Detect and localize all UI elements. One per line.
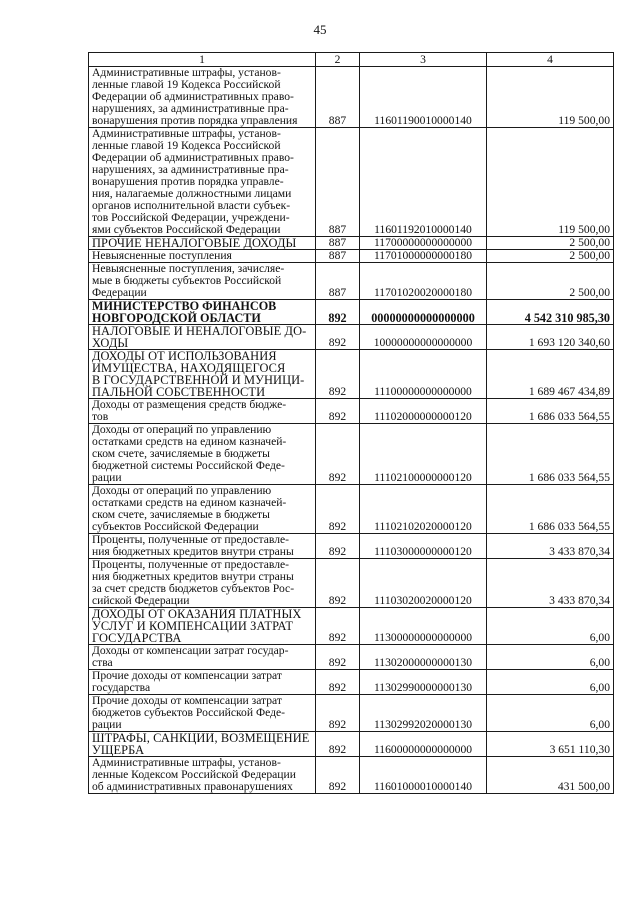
row-amount: 6,00 — [487, 670, 614, 695]
row-amount: 431 500,00 — [487, 757, 614, 794]
row-amount: 1 686 033 564,55 — [487, 424, 614, 485]
row-amount: 3 433 870,34 — [487, 534, 614, 559]
table-row — [89, 325, 614, 350]
table-row — [89, 300, 614, 325]
row-amount: 6,00 — [487, 695, 614, 732]
row-budget-code: 11601190010000140 — [360, 67, 487, 128]
row-name: ДОХОДЫ ОТ ИСПОЛЬЗОВАНИЯ ИМУЩЕСТВА, НАХОДЯЩЕГОСЯ В ГОСУДАРСТВЕННОЙ И МУНИЦИ- ПАЛЬНОЙ СОБСТВЕННОСТИ — [89, 350, 316, 399]
header-row — [89, 53, 614, 67]
row-amount: 2 500,00 — [487, 250, 614, 263]
row-admin-code: 887 — [316, 237, 360, 250]
row-admin-code: 892 — [316, 485, 360, 534]
table-row — [89, 757, 614, 794]
budget-revenue-table — [88, 52, 614, 794]
row-admin-code: 892 — [316, 399, 360, 424]
row-name: Проценты, полученные от предоставле- ния бюджетных кредитов внутри страны за счет средств бюджетов субъектов Рос- сийской Федерации — [89, 559, 316, 608]
table-row — [89, 534, 614, 559]
table-body — [89, 53, 614, 794]
row-admin-code: 887 — [316, 263, 360, 300]
page-number: 45 — [313, 22, 327, 37]
row-amount: 2 500,00 — [487, 263, 614, 300]
row-amount: 6,00 — [487, 645, 614, 670]
row-name: НАЛОГОВЫЕ И НЕНАЛОГОВЫЕ ДО- ХОДЫ — [89, 325, 316, 350]
row-budget-code: 11601192010000140 — [360, 128, 487, 237]
table-row — [89, 485, 614, 534]
row-budget-code: 11100000000000000 — [360, 350, 487, 399]
header-col-4: 4 — [487, 53, 614, 67]
row-budget-code: 11701000000000180 — [360, 250, 487, 263]
row-budget-code: 11103020020000120 — [360, 559, 487, 608]
row-budget-code: 11300000000000000 — [360, 608, 487, 645]
row-budget-code: 11102000000000120 — [360, 399, 487, 424]
row-admin-code: 892 — [316, 695, 360, 732]
row-budget-code: 11701020020000180 — [360, 263, 487, 300]
table-row — [89, 128, 614, 237]
row-admin-code: 892 — [316, 300, 360, 325]
table-row — [89, 645, 614, 670]
row-amount: 3 651 110,30 — [487, 732, 614, 757]
row-name: Невыясненные поступления, зачисляе- мые в бюджеты субъектов Российской Федерации — [89, 263, 316, 300]
table-row — [89, 695, 614, 732]
row-admin-code: 892 — [316, 670, 360, 695]
row-name: Доходы от операций по управлению остатками средств на едином казначей- ском счете, зачисляемые в бюджеты субъектов Российской Федерации — [89, 485, 316, 534]
row-budget-code: 11600000000000000 — [360, 732, 487, 757]
row-name: Прочие доходы от компенсации затрат бюджетов субъектов Российской Феде- рации — [89, 695, 316, 732]
row-amount: 3 433 870,34 — [487, 559, 614, 608]
row-name: Доходы от операций по управлению остатками средств на едином казначей- ском счете, зачисляемые в бюджеты бюджетной системы Российской Феде- рации — [89, 424, 316, 485]
row-amount: 119 500,00 — [487, 67, 614, 128]
table-row — [89, 399, 614, 424]
row-budget-code: 10000000000000000 — [360, 325, 487, 350]
row-budget-code: 11103000000000120 — [360, 534, 487, 559]
row-budget-code: 11102100000000120 — [360, 424, 487, 485]
row-name: МИНИСТЕРСТВО ФИНАНСОВ НОВГОРОДСКОЙ ОБЛАСТИ — [89, 300, 316, 325]
header-col-1: 1 — [89, 53, 316, 67]
table-row — [89, 670, 614, 695]
table-row — [89, 608, 614, 645]
row-amount: 1 689 467 434,89 — [487, 350, 614, 399]
table-row — [89, 559, 614, 608]
row-admin-code: 887 — [316, 67, 360, 128]
header-col-3: 3 — [360, 53, 487, 67]
table-row — [89, 250, 614, 263]
table-row — [89, 263, 614, 300]
header-col-2: 2 — [316, 53, 360, 67]
row-name: ПРОЧИЕ НЕНАЛОГОВЫЕ ДОХОДЫ — [89, 237, 316, 250]
row-name: Доходы от компенсации затрат государ- ства — [89, 645, 316, 670]
row-budget-code: 11302992020000130 — [360, 695, 487, 732]
row-amount: 119 500,00 — [487, 128, 614, 237]
row-amount: 2 500,00 — [487, 237, 614, 250]
row-amount: 1 693 120 340,60 — [487, 325, 614, 350]
table-row — [89, 67, 614, 128]
row-admin-code: 892 — [316, 645, 360, 670]
table-row — [89, 350, 614, 399]
row-admin-code: 892 — [316, 350, 360, 399]
row-name: Административные штрафы, установ- ленные главой 19 Кодекса Российской Федерации об административных право- нарушениях, за административные пра- вонарушения против порядка управле- ния, налагаемые должностными лицами органов исполнительной власти субъек- тов Российской Федерации, учреждени- ями субъектов Российской Федерации — [89, 128, 316, 237]
row-admin-code: 892 — [316, 608, 360, 645]
row-amount: 1 686 033 564,55 — [487, 485, 614, 534]
row-name: Невыясненные поступления — [89, 250, 316, 263]
row-amount: 6,00 — [487, 608, 614, 645]
row-admin-code: 887 — [316, 128, 360, 237]
row-budget-code: 11302000000000130 — [360, 645, 487, 670]
row-name: Административные штрафы, установ- ленные главой 19 Кодекса Российской Федерации об административных право- нарушениях, за административные пра- вонарушения против порядка управления — [89, 67, 316, 128]
table-row — [89, 237, 614, 250]
row-admin-code: 887 — [316, 250, 360, 263]
row-budget-code: 11302990000000130 — [360, 670, 487, 695]
row-budget-code: 00000000000000000 — [360, 300, 487, 325]
table-row — [89, 424, 614, 485]
row-budget-code: 11102102020000120 — [360, 485, 487, 534]
row-budget-code: 11601000010000140 — [360, 757, 487, 794]
row-admin-code: 892 — [316, 325, 360, 350]
row-admin-code: 892 — [316, 424, 360, 485]
row-name: Прочие доходы от компенсации затрат государства — [89, 670, 316, 695]
row-name: ДОХОДЫ ОТ ОКАЗАНИЯ ПЛАТНЫХ УСЛУГ И КОМПЕНСАЦИИ ЗАТРАТ ГОСУДАРСТВА — [89, 608, 316, 645]
row-amount: 4 542 310 985,30 — [487, 300, 614, 325]
table-row — [89, 732, 614, 757]
row-amount: 1 686 033 564,55 — [487, 399, 614, 424]
row-admin-code: 892 — [316, 732, 360, 757]
row-name: Административные штрафы, установ- ленные Кодексом Российской Федерации об административных правонарушениях — [89, 757, 316, 794]
row-admin-code: 892 — [316, 559, 360, 608]
row-name: ШТРАФЫ, САНКЦИИ, ВОЗМЕЩЕНИЕ УЩЕРБА — [89, 732, 316, 757]
row-admin-code: 892 — [316, 534, 360, 559]
row-budget-code: 11700000000000000 — [360, 237, 487, 250]
row-name: Проценты, полученные от предоставле- ния бюджетных кредитов внутри страны — [89, 534, 316, 559]
row-admin-code: 892 — [316, 757, 360, 794]
row-name: Доходы от размещения средств бюдже- тов — [89, 399, 316, 424]
